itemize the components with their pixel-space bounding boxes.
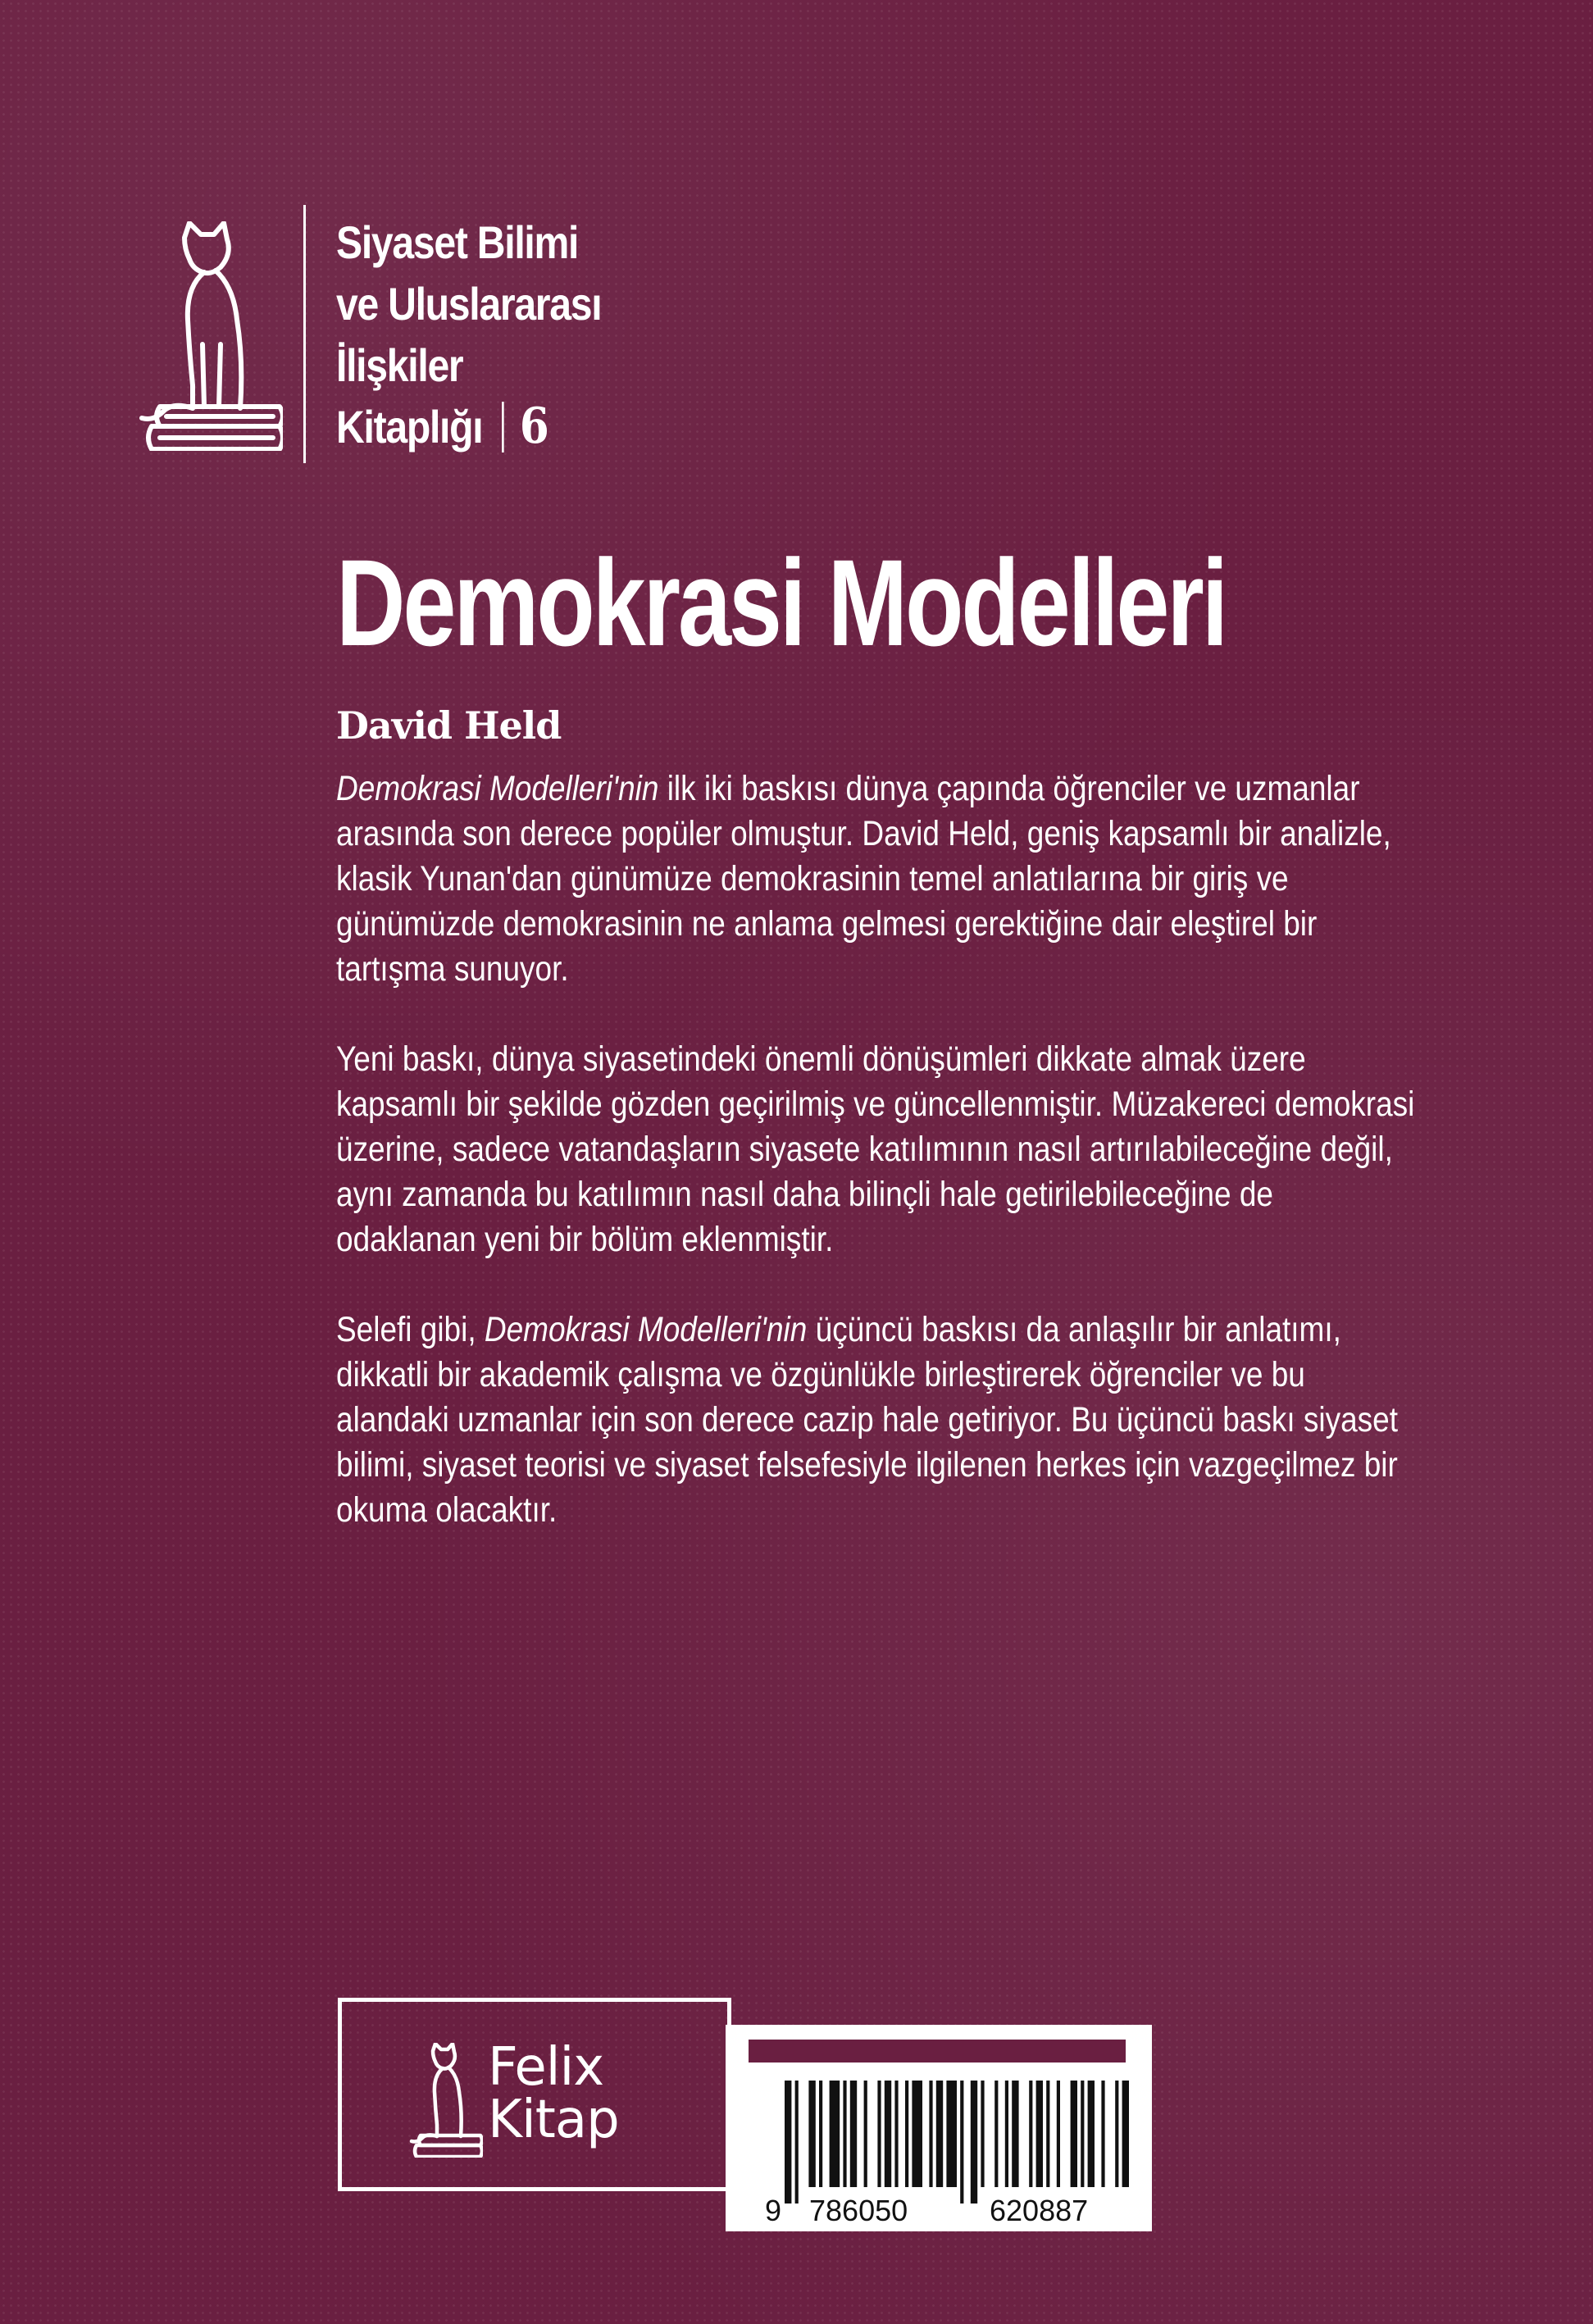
blurb-paragraph [336,766,1415,992]
barcode-bar [994,2081,998,2187]
series-number-line [336,396,601,457]
barcode-bar [1012,2081,1018,2187]
blurb [336,766,1415,1578]
barcode-bar [1088,2081,1095,2187]
barcode-bar [960,2081,963,2203]
blurb-text: üçüncü baskısı da anlaşılır bir anlatımı, dikkatli bir akademik çalışma ve özgünlükle birleştirerek öğrenciler ve bu alandaki uzmanlar için son derece cazip hale getiriyor. Bu üçüncü baskı siyaset bilimi, siyaset teorisi ve siyaset felsefesiyle ilgilenen herkes için vazgeçilmez bir okuma olacaktır. [336,1310,1399,1530]
barcode [785,2081,1129,2203]
book-author: David Held [336,703,562,748]
barcode-bar [912,2081,922,2187]
barcode-bar [1122,2081,1129,2187]
blurb-text: Selefi gibi, [336,1310,485,1349]
barcode-bar [850,2081,857,2187]
barcode-bar [1005,2081,1008,2187]
series-line: İlişkiler [336,339,463,391]
barcode-bar [936,2081,943,2187]
barcode-bar [808,2081,815,2187]
barcode-bar [1036,2081,1043,2187]
barcode-bar [1115,2081,1118,2187]
barcode-bar [819,2081,822,2187]
cat-on-books-icon [135,221,283,451]
barcode-bar [1081,2081,1084,2187]
barcode-bar [785,2081,791,2203]
barcode-bar [1029,2081,1032,2187]
series-line: Siyaset Bilimi [336,216,579,268]
barcode-bar [1057,2081,1060,2187]
blurb-italic: Demokrasi Modelleri'nin [484,1310,808,1349]
barcode-bar [795,2081,799,2203]
series-number: 6 [519,398,548,455]
isbn-first-digit: 9 [765,2194,782,2227]
series-line: Kitaplığı [336,401,483,453]
barcode-bar [894,2081,898,2187]
barcode-label-area [749,2040,1126,2062]
barcode-bar [946,2081,957,2187]
barcode-box [726,2025,1152,2231]
publisher-name [488,2037,619,2150]
barcode-bar [1046,2081,1049,2187]
blurb-paragraph: Yeni baskı, dünya siyasetindeki önemli dönüşümleri dikkate almak üzere kapsamlı bir şekilde gözden geçirilmiş ve güncellenmiştir. Müzakereci demokrasi üzerine, sadece vatandaşların siyasete katılımının nasıl artırılabileceğine değil, aynı zamanda bu katılımın nasıl daha bilinçli hale getirilebileceğine de odaklanan yeni bir bölüm eklenmiştir. [336,1039,1415,1259]
barcode-bar [981,2081,984,2187]
publisher-name-line: Felix [488,2037,604,2098]
blurb-paragraph [336,1308,1415,1533]
barcode-bar [1101,2081,1104,2187]
series-title [336,211,601,457]
cat-on-books-icon [407,2043,483,2158]
barcode-bar [830,2081,840,2187]
isbn-group-1: 786050 [809,2194,908,2227]
barcode-bar [843,2081,846,2187]
publisher-name-line: Kitap [488,2090,619,2150]
series-divider [303,205,306,463]
barcode-bar [905,2081,908,2187]
publisher-logo-box [338,1998,731,2191]
isbn-group-2: 620887 [990,2194,1089,2227]
barcode-bar [864,2081,867,2187]
book-title: Demokrasi Modelleri [336,534,1227,671]
barcode-bar [877,2081,881,2187]
series-number-divider [502,402,504,453]
series-line: ve Uluslararası [336,278,602,330]
barcode-bar [929,2081,932,2187]
blurb-text: ilk iki baskısı dünya çapında öğrenciler ve uzmanlar arasında son derece popüler olmuştur. David Held, geniş kapsamlı bir analizle, klasik Yunan'dan günümüze demokrasinin temel anlatılarına bir giriş ve günümüzde demokrasinin ne anlama gelmesi gerektiğine dair eleştirel bir tartışma sunuyor. [336,769,1391,989]
barcode-bar [885,2081,891,2187]
barcode-bar [1071,2081,1077,2187]
blurb-italic: Demokrasi Modelleri'nin [336,769,659,808]
barcode-bar [971,2081,977,2203]
